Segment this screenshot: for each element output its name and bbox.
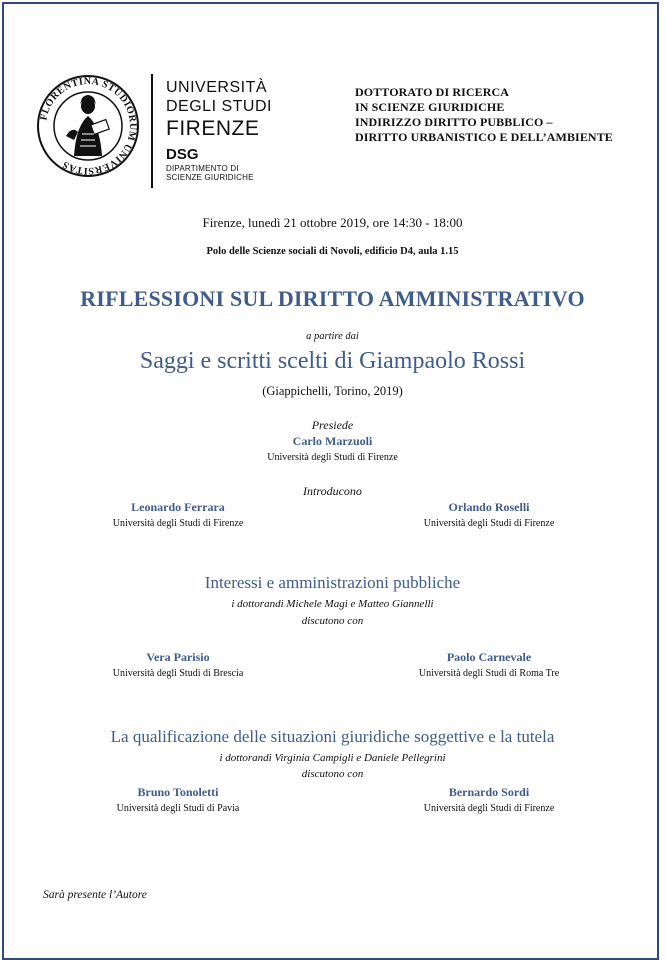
intro-speaker-right <box>374 500 604 529</box>
university-line-1: UNIVERSITÀ <box>166 79 268 96</box>
speaker-name: Leonardo Ferrara <box>131 500 225 514</box>
doctorate-block <box>355 85 613 145</box>
university-logo-text <box>166 80 272 182</box>
speaker-name: Bruno Tonoletti <box>137 785 219 799</box>
speaker-affiliation: Università degli Studi di Brescia <box>112 668 244 679</box>
closing-note: Sarà presente l’Autore <box>43 889 147 901</box>
publisher-line: (Giappichelli, Torino, 2019) <box>262 384 403 398</box>
doctorate-line: DOTTORATO DI RICERCA <box>355 85 510 99</box>
dept-line-1: DIPARTIMENTO DI <box>166 164 239 173</box>
seal-text: FLORENTINA STUDIORUM UNIVERSITAS <box>38 75 139 177</box>
doctorate-line: INDIRIZZO DIRITTO PUBBLICO – <box>355 115 553 129</box>
speaker-affiliation: Università degli Studi di Firenze <box>112 518 244 529</box>
speaker-name: Vera Parisio <box>146 650 210 664</box>
dept-abbreviation: DSG <box>166 146 199 163</box>
speaker-name: Orlando Roselli <box>448 500 530 514</box>
event-subtitle: Saggi e scritti scelti di Giampaolo Rossi <box>139 348 526 374</box>
session2-speaker-right <box>374 785 604 814</box>
speaker-affiliation: Università degli Studi di Pavia <box>116 803 240 814</box>
chair-affiliation: Università degli Studi di Firenze <box>267 452 398 463</box>
speaker-name: Bernardo Sordi <box>448 785 530 799</box>
session2-speaker-left <box>63 785 293 814</box>
speaker-affiliation: Università degli Studi di Firenze <box>423 518 555 529</box>
session2-title: La qualificazione delle situazioni giuridiche soggettive e la tutela <box>110 727 555 746</box>
session1-speaker-left <box>63 650 293 679</box>
speaker-affiliation: Università degli Studi di Firenze <box>423 803 555 814</box>
university-line-2: DEGLI STUDI <box>166 98 272 115</box>
header-divider <box>151 74 153 188</box>
session1-speaker-right <box>374 650 604 679</box>
session1-discuss: discutono con <box>301 615 364 627</box>
event-title: RIFLESSIONI SUL DIRITTO AMMINISTRATIVO <box>80 286 585 311</box>
intro-speaker-left <box>63 500 293 529</box>
session2-presenters: i dottorandi Virginia Campigli e Daniele Pellegrini <box>219 752 446 764</box>
chair-role: Presiede <box>311 418 354 432</box>
a-partire-label: a partire dai <box>306 331 359 342</box>
university-seal-icon <box>36 74 140 178</box>
doctorate-line: IN SCIENZE GIURIDICHE <box>355 100 505 114</box>
intro-role: Introducono <box>303 484 362 498</box>
speaker-affiliation: Università degli Studi di Roma Tre <box>418 668 560 679</box>
chair-name: Carlo Marzuoli <box>292 434 373 448</box>
speaker-name: Paolo Carnevale <box>446 650 532 664</box>
session1-title: Interessi e amministrazioni pubbliche <box>204 573 461 592</box>
dept-line-2: SCIENZE GIURIDICHE <box>166 173 254 183</box>
session2-discuss: discutono con <box>301 768 364 780</box>
doctorate-line: DIRITTO URBANISTICO E DELL’AMBIENTE <box>355 130 613 144</box>
university-line-3: FIRENZE <box>166 117 260 140</box>
event-place: Polo delle Scienze sociali di Novoli, edificio D4, aula 1.15 <box>206 246 459 257</box>
event-date: Firenze, lunedì 21 ottobre 2019, ore 14:30 - 18:00 <box>202 215 463 230</box>
session1-presenters: i dottorandi Michele Magi e Matteo Giannelli <box>231 598 434 610</box>
